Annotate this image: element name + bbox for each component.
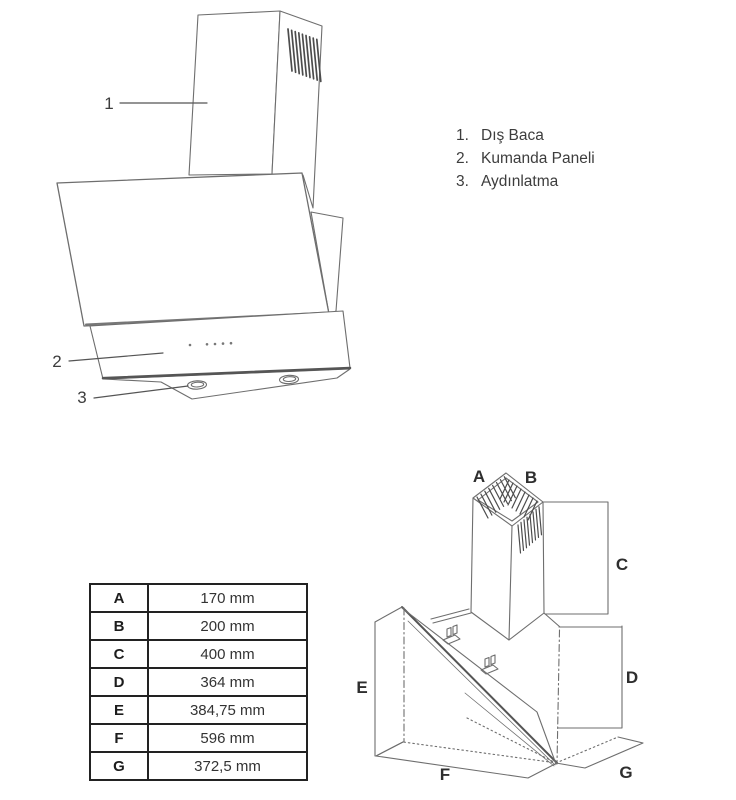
glass-front-drawing [57, 173, 329, 326]
legend-num: 1. [456, 127, 469, 144]
dim-label-c: C [615, 555, 629, 574]
dim-glass-drawing [402, 607, 557, 766]
table-row [90, 612, 307, 640]
dim-key: G [90, 752, 148, 780]
dim-value: 400 mm [148, 640, 307, 668]
dim-e-lines [375, 607, 403, 756]
dim-label-a: A [472, 467, 486, 486]
legend-item-dis-baca [456, 124, 595, 147]
dim-floor-outline [376, 718, 557, 778]
dim-value: 364 mm [148, 668, 307, 696]
dim-key: B [90, 612, 148, 640]
table-row [90, 640, 307, 668]
table-row [90, 696, 307, 724]
dim-value: 200 mm [148, 612, 307, 640]
dim-value: 170 mm [148, 584, 307, 612]
legend-label: Aydınlatma [481, 173, 559, 190]
callout-3: 3 [77, 388, 87, 407]
table-row [90, 584, 307, 612]
legend-item-aydinlatma [456, 170, 595, 193]
dim-label-d: D [625, 668, 639, 687]
legend-item-kumanda-paneli [456, 147, 595, 170]
dim-key: E [90, 696, 148, 724]
callout-2: 2 [52, 352, 62, 371]
dim-key: C [90, 640, 148, 668]
dim-key: D [90, 668, 148, 696]
dim-d-bracket [558, 626, 622, 728]
callout-1: 1 [104, 94, 114, 113]
dim-value: 596 mm [148, 724, 307, 752]
dim-projection-line-right [557, 630, 560, 764]
dimension-diagram [345, 450, 736, 800]
legend-label: Kumanda Paneli [481, 150, 595, 167]
dim-label-b: B [524, 468, 538, 487]
table-row [90, 724, 307, 752]
dim-chimney-drawing [471, 473, 544, 640]
dim-label-f: F [439, 765, 451, 784]
parts-legend [456, 124, 595, 193]
dim-body-top-edges [431, 609, 560, 627]
dim-key: F [90, 724, 148, 752]
dimensions-table [89, 583, 308, 781]
dim-label-e: E [356, 678, 368, 697]
table-row [90, 668, 307, 696]
dim-value: 372,5 mm [148, 752, 307, 780]
hood-illustration [0, 0, 400, 420]
legend-num: 3. [456, 173, 469, 190]
dim-key: A [90, 584, 148, 612]
dim-label-g: G [619, 763, 633, 782]
dim-c-bracket [543, 502, 608, 614]
dim-value: 384,75 mm [148, 696, 307, 724]
table-row [90, 752, 307, 780]
legend-label: Dış Baca [481, 127, 544, 144]
legend-num: 2. [456, 150, 469, 167]
